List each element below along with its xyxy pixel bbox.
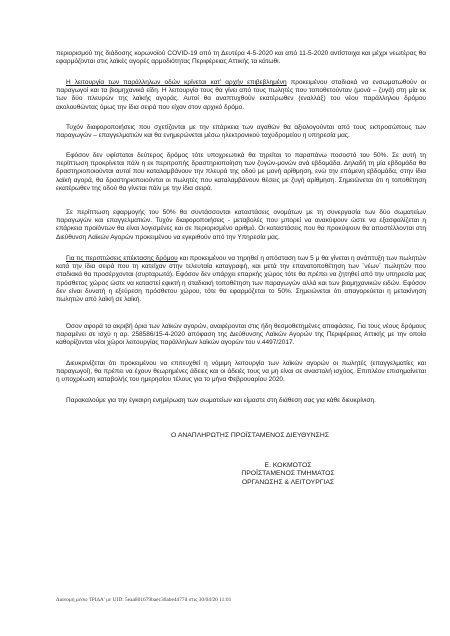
- signature-title-2: ΟΡΓΑΝΩΣΗΣ & ΛΕΙΤΟΥΡΓΙΑΣ: [241, 478, 335, 486]
- signature-title-1: ΠΡΟΪΣΤΑΜΕΝΟΣ ΤΜΗΜΑΤΟΣ: [241, 470, 335, 478]
- paragraph-variations: Τυχόν διαφοροποιήσεις που σχετίζονται με την επάρκεια των αγαθών θα αξιολογούνται από τους εκπροσώπους των παραγωγών – επαγγελματιών και θα ενημερώνεται μέσω ηλεκτρονικού ταχυδρομείου η υπηρεσία μας.: [56, 124, 426, 140]
- signature-name: Ε. ΚΟΚΜΟΤΟΣ: [264, 462, 312, 469]
- paragraph-market-limits: Όσον αφορά τα ακριβή όρια των λαϊκών αγορών, αναφέρονται στις ήδη θεσμοθετημένες αποφάσεις. Για τους νέους δρόμους παραμένει σε ισχύ η αρ. 258586/15-4-2020 απόφαση της Διεύθυνσης Λαϊκών Αγορών της Περιφέρειας Αττικής με την οποία καθορίζονται νέοι χώροι λειτουργίας παράλληλων λαϊκών αγορών του ν.4497/2017.: [56, 323, 426, 347]
- signature-primary: Ο ΑΝΑΠΛΗΡΩΤΗΣ ΠΡΟΪΣΤΑΜΕΝΟΣ ΔΙΕΥΘΥΝΣΗΣ: [171, 432, 329, 439]
- paragraph-name-lists: Σε περίπτωση εφαρμογής του 50% θα συντάσσονται καταστάσεις ονομάτων με τη συνεργασία των δύο σωματείων παραγωγών και επαγγελματιών. Τυχόν διαφοροποιήσεις - μεταβολές που μπορεί να ανακύψουν ώστε να εξασφαλίζεται η επάρκεια προϊόντων θα είναι λογισμένες και σε περιορισμένο αριθμό. Οι καταστάσεις που θα προκύψουν θα αποστέλλονται στη Διεύθυνση Λαϊκών Αγορών προκειμένου να εγκριθούν από την Υπηρεσία μας.: [56, 209, 426, 241]
- distribution-footer: Διανομή μέσω 'ΙΡΙΔΑ' με UID: 5eaa801679baec30abe4477d στις 30/04/20 11:01: [56, 597, 232, 603]
- signature-block: [213, 462, 363, 487]
- paragraph-closing: Παρακαλούμε για την έγκαιρη ενημέρωση των σωματείων και είμαστε στη διάθεση σας για κάθε διευκρίνιση.: [66, 397, 376, 404]
- paragraph-single-road: Εφόσον δεν υφίσταται δεύτερος δρόμος τότε υποχρεωτικά θα τηρείται το παραπάνω ποσοστό του 50%. Σε αυτή τη περίπτωση προκρίνεται πάλι η εκ περιτροπής δραστηριοποίηση των ζυγών-μονών ανά εβδομάδα. Δηλαδή τη μία εβδομάδα θα δραστηριοποιούνται αυτοί που καταλαμβάνουν την πλευρά της οδού με μονή αρίθμηση, ενώ την επόμενη εβδομάδα, στην ίδια λαϊκή αγορά, θα δραστηριοποιούνται οι πωλητές που καταλαμβάνουν θέσεις με ζυγή αρίθμηση. Σημειώνεται ότι η τοποθέτηση εκατέρωθεν της οδού θα γίνεται πάλι με την ίδια σειρά.: [56, 152, 426, 192]
- paragraph-parallel-roads: Η λειτουργία των παράλληλων οδών κρίνεται κατ’ αρχήν επιβεβλημένη προκειμένου σταδιακά να ενσωματωθούν οι παραγωγοί και τα βιομηχανικά είδη. Η λειτουργία τους θα γίνει από τους πωλητές που τοποθετούνταν (μονά – ζυγά) στη μία εκ των δύο πλευρών της λαϊκής αγοράς. Αυτοί θα αναπτυχθούν εκατέρωθεν (εναλλάξ) του νέου παράλληλου δρόμου ακολουθώντας όμως την ίδια σειρά που είχαν στον αρχικό δρόμο.: [56, 79, 426, 111]
- paragraph-licenses: Διευκρινίζεται ότι προκειμένου να επιτευχθεί η νόμιμη λειτουργία των λαϊκών αγορών οι πωλητές (επαγγελματίες και παραγωγοί), θα πρέπει να έχουν θεωρημένες άδειες και οι άδειές τους να μη είναι σε αναστολή ισχύος. Επιπλέον επισημαίνεται η υποχρέωση καταβολής του ημερησίου τέλους για το μήνα Φεβρουαρίου 2020.: [56, 360, 426, 384]
- paragraph-road-extension: Για τις περιπτώσεις επέκτασης δρόμου και προκειμένου να τηρηθεί η απόσταση των 5 μ θα γίνεται η ανάπτυξη των πωλητών κατά την ίδια σειρά που τη κατείχαν στην τελευταία καταγραφή, και μετά την επανατοποθέτηση των ¨νέων¨ πωλητών που σταδιακά θα προσέρχονται (συρταρωτά). Εφόσον δεν υπάρχει επαρκής χώρος τότε θα πρέπει να ζητηθεί από την υπηρεσία μας πρόσθετος χώρος ώστε να καταστεί εφικτή η σταδιακή τοποθέτηση των παραγωγών αλλά και των βιομηχανικών ειδών. Εφόσον δεν είναι δυνατή η εξεύρεση πρόσθετου χώρου, τότε θα εφαρμόζεται το 50%. Σημειώνεται ότι απαγορεύεται η μετακίνηση πωλητών από λαϊκή σε λαϊκή.: [56, 255, 426, 304]
- paragraph-intro: περιορισμού της διάδοσης κορωνοϊού COVID-19 από τη Δευτέρα 4-5-2020 και από 11-5-2020 αντίστοιχα και μέχρι νεωτέρας θα εφαρμόζονται στις λαϊκές αγορές αρμοδιότητας Περιφέρειας Αττικής τα κάτωθι.: [56, 50, 426, 66]
